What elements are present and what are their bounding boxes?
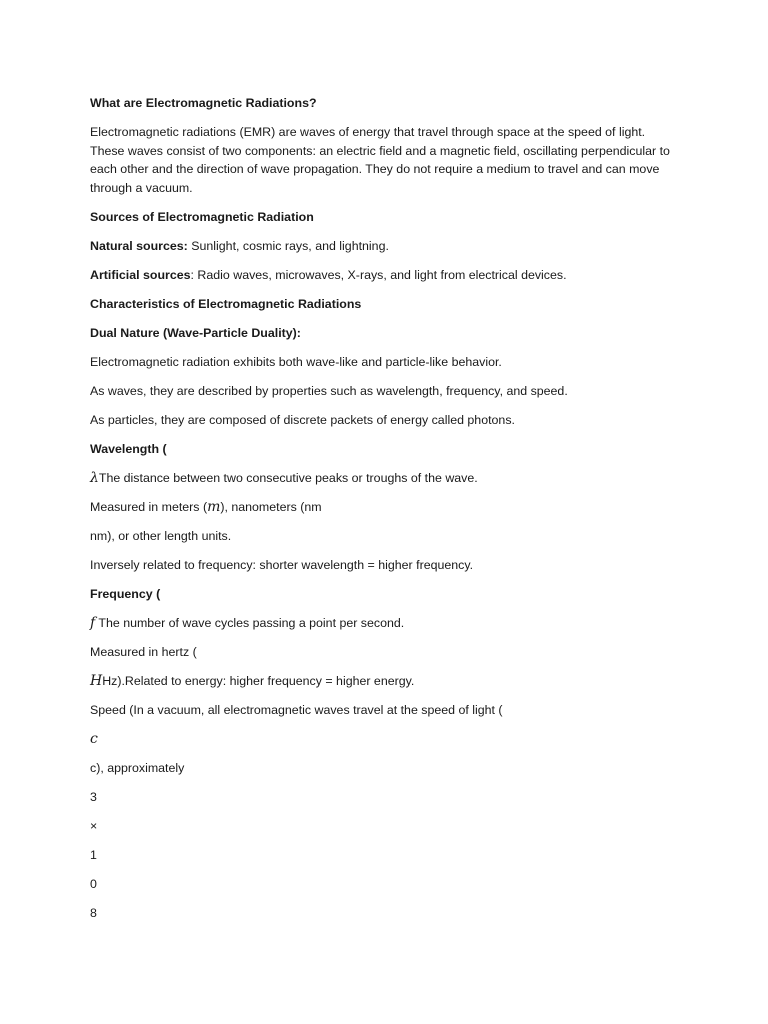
hertz-line: Measured in hertz ( xyxy=(90,644,197,659)
H-symbol: H xyxy=(90,672,103,689)
dual-nature-heading: Dual Nature (Wave-Particle Duality): xyxy=(90,325,301,340)
hz-energy-text: Hz).Related to energy: higher frequency = higher energy. xyxy=(102,673,415,688)
dual-nature-line-1: Electromagnetic radiation exhibits both wave-like and particle-like behavior. xyxy=(90,354,502,369)
inverse-relation-line: Inversely related to frequency: shorter wavelength = higher frequency. xyxy=(90,557,474,572)
times-sign: × xyxy=(90,818,98,833)
m-symbol: m xyxy=(207,498,221,515)
nm-line: nm), or other length units. xyxy=(90,528,232,543)
natural-sources-text: Sunlight, cosmic rays, and lightning. xyxy=(187,238,389,253)
wavelength-definition xyxy=(90,469,678,488)
digit-0: 0 xyxy=(90,876,97,891)
wavelength-heading: Wavelength ( xyxy=(90,441,167,456)
f-symbol: f xyxy=(90,614,96,631)
frequency-heading: Frequency ( xyxy=(90,586,161,601)
lambda-symbol: λ xyxy=(90,469,99,486)
natural-sources-line xyxy=(90,237,678,256)
wavelength-def-text: The distance between two consecutive peaks or troughs of the wave. xyxy=(98,470,478,485)
measured-meters-post: ), nanometers (nm xyxy=(220,499,322,514)
natural-sources-label: Natural sources: xyxy=(90,238,188,253)
digit-1: 1 xyxy=(90,847,97,862)
measured-meters-line xyxy=(90,498,678,517)
dual-nature-line-3: As particles, they are composed of discrete packets of energy called photons. xyxy=(90,412,515,427)
artificial-sources-line xyxy=(90,266,678,285)
measured-meters-pre: Measured in meters ( xyxy=(90,499,208,514)
digit-8: 8 xyxy=(90,905,97,920)
sources-heading: Sources of Electromagnetic Radiation xyxy=(90,209,314,224)
digit-3: 3 xyxy=(90,789,97,804)
hz-energy-line xyxy=(90,672,678,691)
characteristics-heading: Characteristics of Electromagnetic Radiations xyxy=(90,296,362,311)
frequency-def-text: The number of wave cycles passing a point per second. xyxy=(95,615,405,630)
artificial-sources-text: : Radio waves, microwaves, X-rays, and light from electrical devices. xyxy=(190,267,567,282)
c-symbol: c xyxy=(90,730,98,747)
intro-paragraph: Electromagnetic radiations (EMR) are waves of energy that travel through space at the speed of light. These waves consist of two components: an electric field and a magnetic field, oscillating perpendicular to each other and the direction of wave propagation. They do not require a medium to travel and can move through a vacuum. xyxy=(90,125,670,195)
c-approx-line: c), approximately xyxy=(90,760,185,775)
artificial-sources-label: Artificial sources xyxy=(90,267,191,282)
c-symbol-line xyxy=(90,730,678,749)
doc-title: What are Electromagnetic Radiations? xyxy=(90,96,317,110)
dual-nature-line-2: As waves, they are described by properties such as wavelength, frequency, and speed. xyxy=(90,383,568,398)
speed-line: Speed (In a vacuum, all electromagnetic waves travel at the speed of light ( xyxy=(90,702,503,717)
frequency-definition xyxy=(90,614,678,633)
